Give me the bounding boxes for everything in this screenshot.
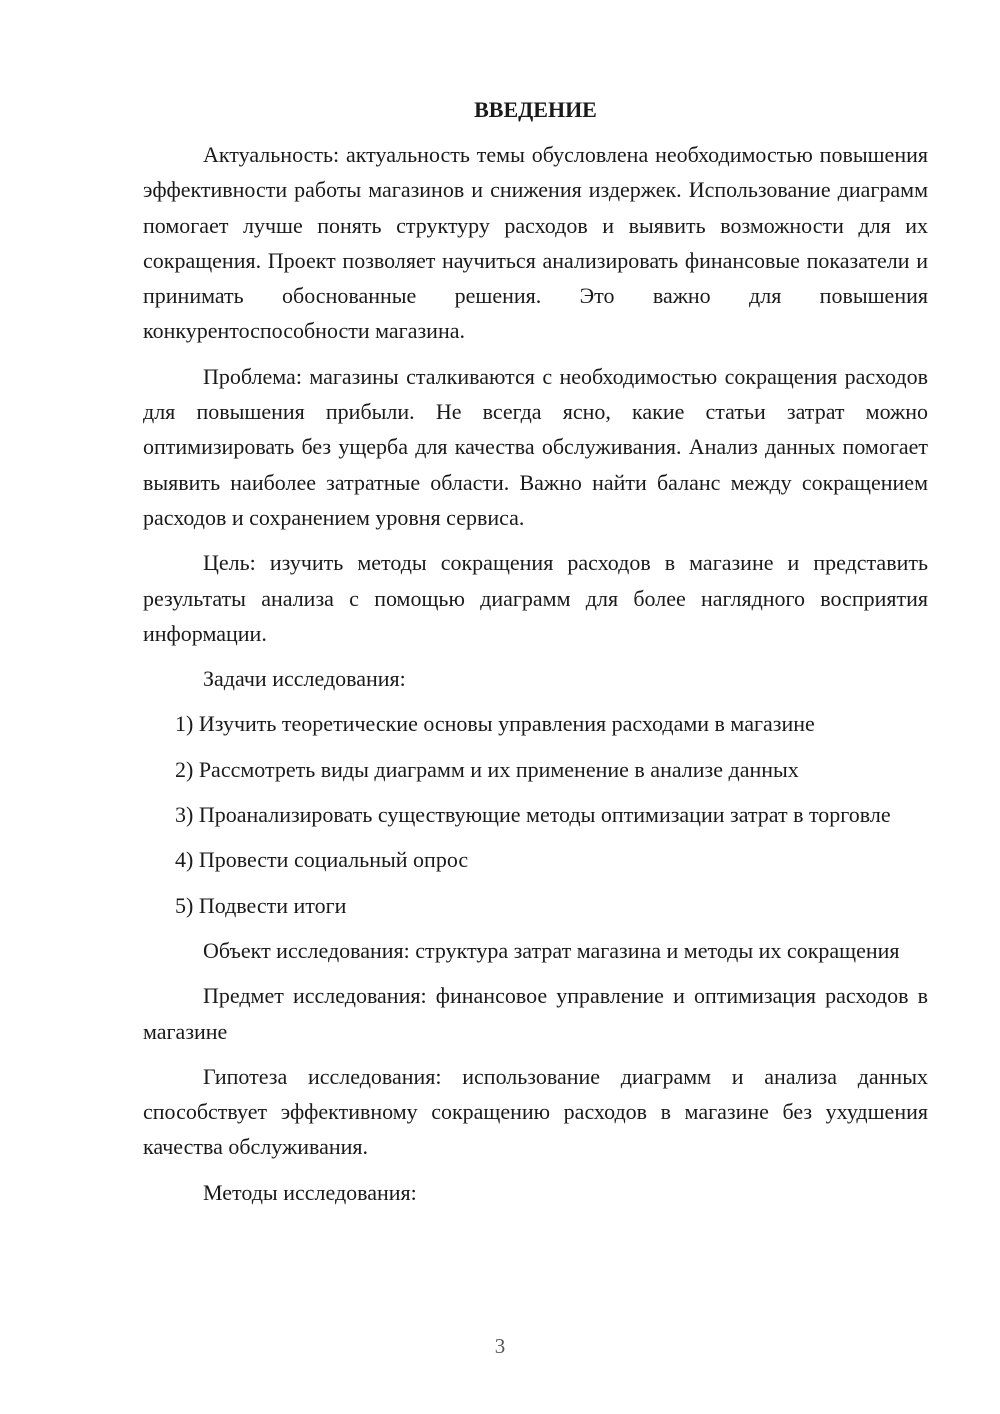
task-item-2: 2) Рассмотреть виды диаграмм и их применение в анализе данных [175,756,799,782]
hypothesis-paragraph: Гипотеза исследования: использование диаграмм и анализа данных способствует эффективному сокращению расходов в магазине без ухудшения качества обслуживания. [143,1063,928,1160]
section-title: ВВЕДЕНИЕ [474,97,597,122]
tasks-list [143,706,928,922]
task-item-3: 3) Проанализировать существующие методы оптимизации затрат в торговле [175,802,891,828]
methods-heading: Методы исследования: [203,1179,417,1205]
task-item-4: 4) Провести социальный опрос [175,847,469,873]
task-item-1: 1) Изучить теоретические основы управления расходами в магазине [175,711,815,737]
subject-paragraph: Предмет исследования: финансовое управление и оптимизация расходов в магазине [143,983,928,1044]
page-number: 3 [494,1334,506,1358]
problem-paragraph: Проблема: магазины сталкиваются с необходимостью сокращения расходов для повышения прибыли. Не всегда ясно, какие статьи затрат можно оптимизировать без ущерба для качества обслуживания. Анализ данных помогает выявить наиболее затратные области. Важно найти баланс между сокращением расходов и сохранением уровня сервиса. [143,363,928,530]
task-item-5: 5) Подвести итоги [175,892,347,918]
goal-paragraph: Цель: изучить методы сокращения расходов в магазине и представить результаты анализа с помощью диаграмм для более наглядного восприятия информации. [143,550,928,646]
object-paragraph: Объект исследования: структура затрат магазина и методы их сокращения [203,937,900,963]
page-content [143,92,928,1220]
relevance-paragraph: Актуальность: актуальность темы обусловлена необходимостью повышения эффективности работы магазинов и снижения издержек. Использование диаграмм помогает лучше понять структуру расходов и выявить возможности для их сокращения. Проект позволяет научиться анализировать финансовые показатели и принимать обоснованные решения. Это важно для повышения конкурентоспособности магазина. [143,142,928,344]
tasks-heading: Задачи исследования: [203,666,406,692]
